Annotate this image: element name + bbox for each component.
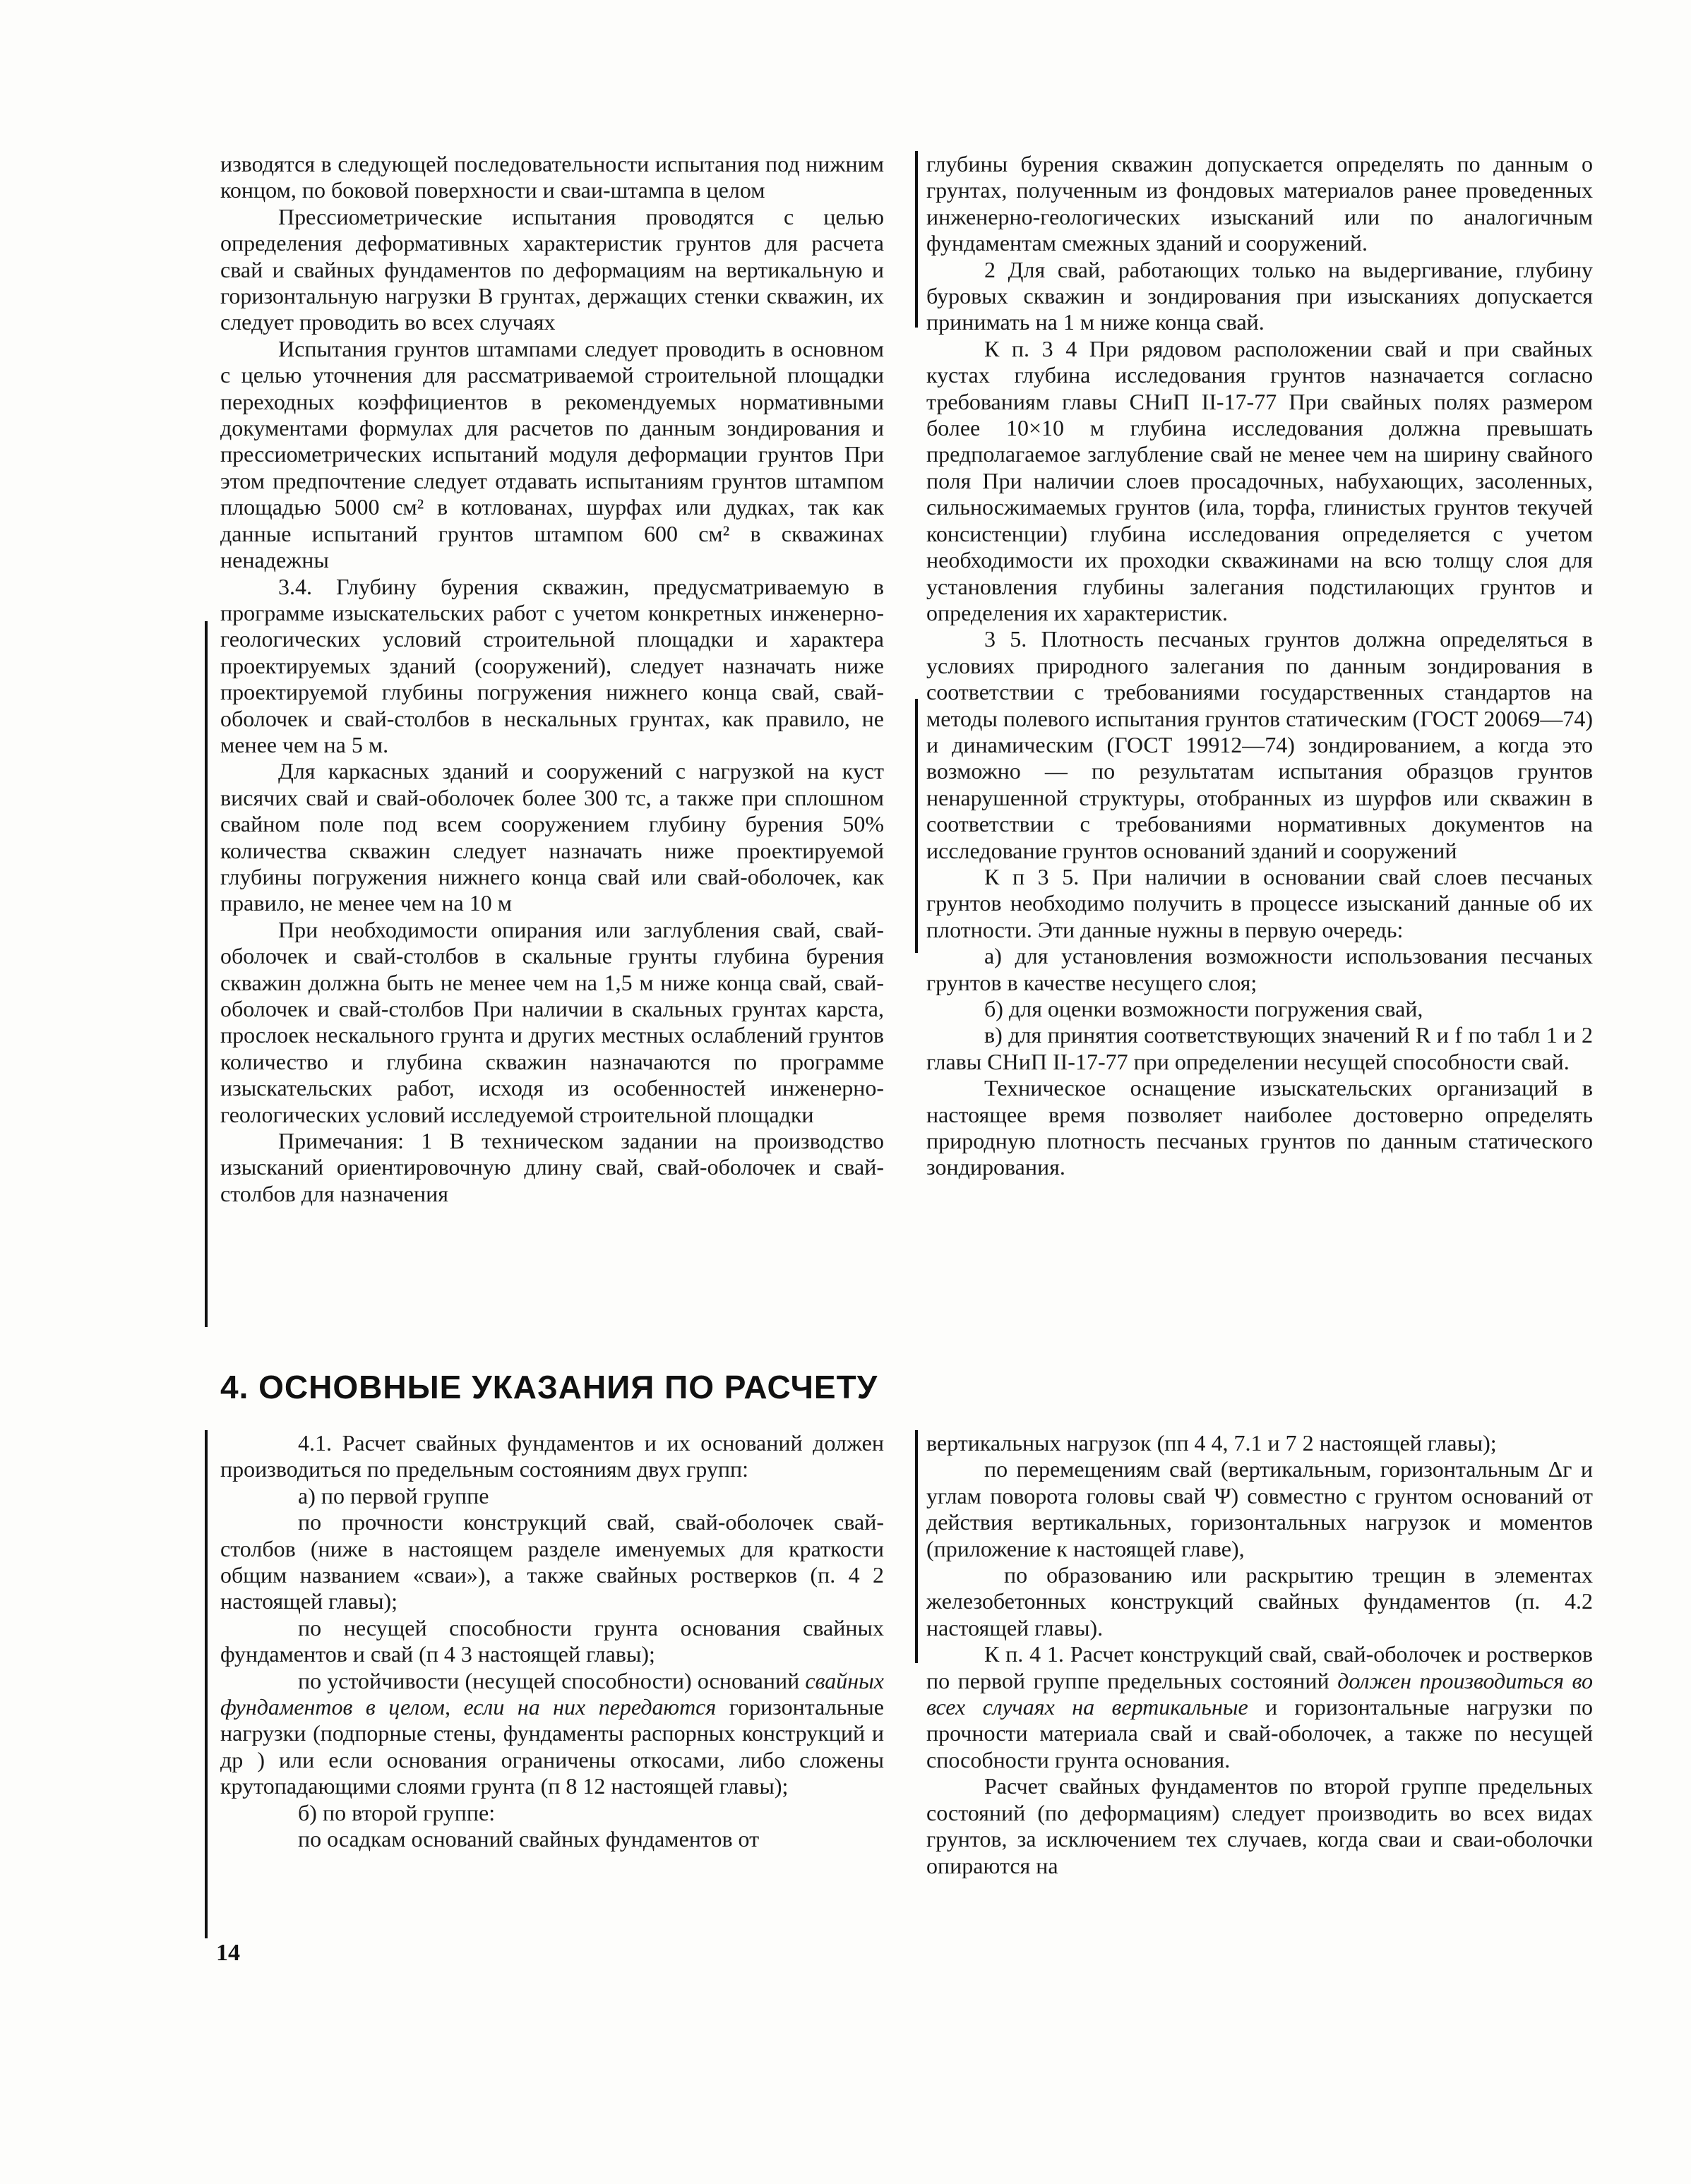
text-span: по устойчивости (несущей способности) оснований (298, 1667, 806, 1693)
list-item: в) для принятия соответствующих значений R и f по табл 1 и 2 главы СНиП II-17-77 при определении несущей способности свай. (926, 1022, 1593, 1074)
paragraph: по образованию или раскрытию трещин в элементах железобетонных конструкций свайных фундаментов (п. 4.2 настоящей главы). (926, 1562, 1593, 1640)
lower-right-column (926, 1430, 1593, 1879)
paragraph: изводятся в следующей последовательности испытания под нижним концом, по боковой поверхности и сваи-штампа в целом (220, 151, 884, 203)
text-span: К п. 4 1. Расчет конструкций свай, свай-оболочек и ростверков по первой группе предельных состояний (926, 1641, 1593, 1693)
paragraph: Прессиометрические испытания проводятся с целью определения деформативных характеристик грунтов для расчета свай и свайных фундаментов по деформациям на вертикальную и горизонтальную нагрузки В грунтах, держащих стенки скважин, их следует проводить во всех случаях (220, 203, 884, 335)
text-span: горизонтальные нагрузки (подпорные стены, фундаменты распорных конструкций и др ) или если основания ограничены откосами, либо сложены крутопадающими слоями грунта (п 8 12 настоящей главы); (220, 1694, 885, 1799)
paragraph (220, 1668, 884, 1800)
section-3-5-paragraph: 3 5. Плотность песчаных грунтов должна определяться в условиях природного залегания по данным зондирования в соответствии с требованиями государственных стандартов на методы полевого испытания грунтов статическим (ГОСТ 20069—74) и динамическим (ГОСТ 19912—74) зондированием, а когда это возможно — по результатам испытания образцов грунтов ненарушенной структуры, отобранных из шурфов или скважин в соответствии с требованиями нормативных документов на исследование грунтов оснований зданий и сооружений (926, 626, 1593, 863)
italic-text: свайных фундаментов в целом, если на них передаются (220, 1667, 884, 1720)
notes-paragraph: Примечания: 1 В техническом задании на производство изысканий ориентировочную длину свай, свай-оболочек и свай-столбов для назначения (220, 1128, 884, 1206)
upper-left-column (220, 151, 884, 1207)
margin-change-bar (915, 699, 918, 953)
paragraph: по прочности конструкций свай, свай-оболочек свай-столбов (ниже в настоящем разделе именуемых для краткости общим названием «сваи»), а также свайных ростверков (п. 4 2 настоящей главы); (220, 1509, 884, 1614)
list-item: б) по второй группе: (298, 1799, 496, 1825)
text-span: и горизонтальные нагрузки по прочности материала свай и свай-оболочек, а также по несущей способности грунта основания. (926, 1694, 1593, 1772)
paragraph: по осадкам оснований свайных фундаментов от (298, 1826, 760, 1852)
italic-text: должен производиться во всех случаях на вертикальные (926, 1667, 1594, 1720)
paragraph: Техническое оснащение изыскательских организаций в настоящее время позволяет наиболее достоверно определять природную плотность песчаных грунтов по данным статического зондирования. (926, 1075, 1593, 1180)
paragraph: При необходимости опирания или заглубления свай, свай-оболочек и свай-столбов в скальные грунты глубина бурения скважин должна быть не менее чем на 1,5 м ниже конца свай, свай-оболочек и свай-столбов При наличии в скальных грунтах карста, прослоек нескального грунта и других местных ослаблений грунтов количество и глубина скважин назначаются по программе изыскательских работ, исходя из особенностей инженерно-геологических условий исследуемой строительной площадки (220, 916, 884, 1127)
paragraph: вертикальных нагрузок (пп 4 4, 7.1 и 7 2 настоящей главы); (926, 1430, 1497, 1456)
upper-right-column (926, 151, 1593, 1181)
section-4-1-paragraph: 4.1. Расчет свайных фундаментов и их оснований должен производиться по предельным состояниям двух групп: (220, 1430, 884, 1482)
section-heading: 4. ОСНОВНЫЕ УКАЗАНИЯ ПО РАСЧЕТУ (220, 1369, 878, 1405)
paragraph: Расчет свайных фундаментов по второй группе предельных состояний (по деформациям) следует производить во всех видах грунтов, за исключением тех случаев, когда сваи и сваи-оболочки опираются на (926, 1773, 1593, 1878)
paragraph: по несущей способности грунта основания свайных фундаментов и свай (п 4 3 настоящей главы); (220, 1614, 884, 1667)
paragraph: 2 Для свай, работающих только на выдергивание, глубину буровых скважин и зондирования при изысканиях допускается принимать на 1 м ниже конца свай. (926, 256, 1593, 335)
paragraph: глубины бурения скважин допускается определять по данным о грунтах, полученным из фондовых материалов ранее проведенных инженерно-геологических изысканий или по аналогичным фундаментам смежных зданий и сооружений. (926, 151, 1593, 256)
margin-change-bar (915, 151, 918, 328)
list-item: б) для оценки возможности погружения свай, (984, 996, 1423, 1021)
section-3-4-paragraph: 3.4. Глубину бурения скважин, предусматриваемую в программе изыскательских работ с учетом конкретных инженерно-геологических условий строительной площадки и характера проектируемых зданий (сооружений), следует назначать ниже проектируемой глубины погружения нижнего конца свай, свай-оболочек и свай-столбов в нескальных грунтах, как правило, не менее чем на 5 м. (220, 573, 884, 757)
margin-change-bar (915, 1430, 918, 1663)
paragraph: Для каркасных зданий и сооружений с нагрузкой на куст висячих свай и свай-оболочек более 300 тс, а также при сплошном свайном поле под всем сооружением глубину бурения 50% количества скважин следует назначать ниже проектируемой глубины погружения нижнего конца свай или свай-оболочек, как правило, не менее чем на 10 м (220, 758, 884, 916)
paragraph: Испытания грунтов штампами следует проводить в основном с целью уточнения для рассматриваемой строительной площадки переходных коэффициентов в рекомендуемых нормативными документами формулах для расчетов по данным зондирования и прессиометрических испытаний модуля деформации грунтов При этом предпочтение следует отдавать испытаниям грунтов штампом площадью 5000 см² в котлованах, шурфах или дудках, так как данные испытаний грунтов штампом 600 см² в скважинах ненадежны (220, 335, 884, 573)
paragraph (926, 1641, 1593, 1773)
paragraph: К п. 3 4 При рядовом расположении свай и при свайных кустах глубина исследования грунтов назначается согласно требованиям главы СНиП II-17-77 При свайных полях размером более 10×10 м глубина исследования должна превышать предполагаемое заглубление свай не менее чем на ширину свайного поля При наличии слоев просадочных, набухающих, засоленных, сильносжимаемых грунтов (ила, торфа, глинистых грунтов текучей консистенции) глубина исследования определяется с учетом необходимости их проходки скважинами на всю толщу слоя для установления глубины залегания подстилающих грунтов и определения их характеристик. (926, 335, 1593, 625)
list-item: а) по первой группе (298, 1482, 489, 1508)
lower-left-column (220, 1430, 884, 1853)
paragraph: по перемещениям свай (вертикальным, горизонтальным Δг и углам поворота головы свай Ψ) совместно с грунтом оснований от действия вертикальных, горизонтальных нагрузок и моментов (приложение к настоящей главе), (926, 1456, 1593, 1561)
list-item: а) для установления возможности использования песчаных грунтов в качестве несущего слоя; (926, 943, 1593, 995)
margin-change-bar (205, 621, 208, 1327)
page-number: 14 (216, 1940, 240, 1966)
paragraph: К п 3 5. При наличии в основании свай слоев песчаных грунтов необходимо получить в процессе изысканий данные об их плотности. Эти данные нужны в первую очередь: (926, 863, 1593, 942)
margin-change-bar (205, 1430, 208, 1938)
